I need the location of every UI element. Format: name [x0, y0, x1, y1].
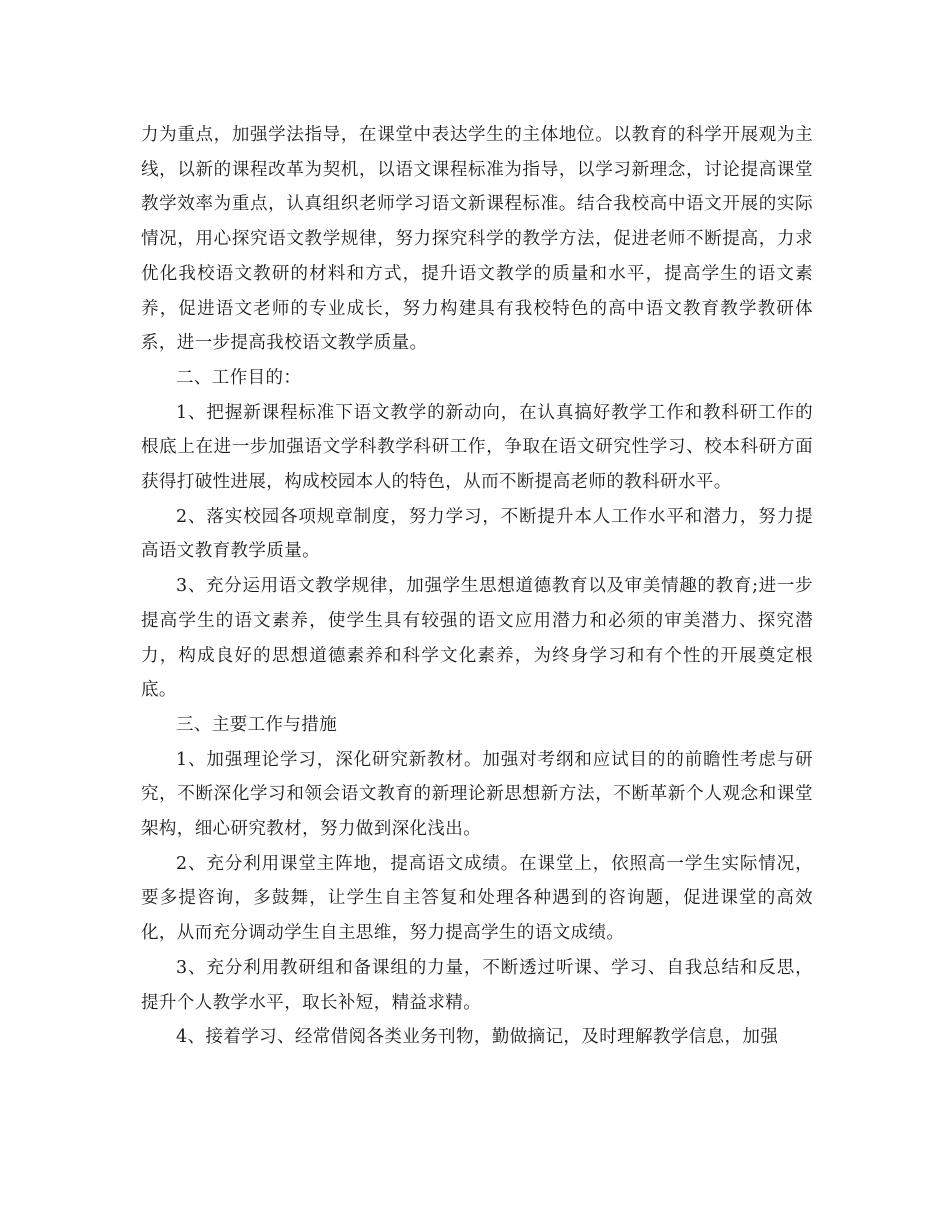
paragraph-goal-1: 1、把握新课程标准下语文教学的新动向，在认真搞好教学工作和教科研工作的根底上在进一步加强语文学科教学科研工作，争取在语文研究性学习、校本科研方面获得打破性进展，构成校园本人的特色，从而不断提高老师的教科研水平。 [141, 402, 813, 493]
document-body [141, 118, 813, 1055]
paragraph-goal-2: 2、落实校园各项规章制度，努力学习，不断提升本人工作水平和潜力，努力提高语文教育教学质量。 [141, 506, 813, 562]
section-heading-measures: 三、主要工作与措施 [176, 714, 338, 735]
paragraph-measure-2: 2、充分利用课堂主阵地，提高语文成绩。在课堂上，依照高一学生实际情况，要多提咨询，多鼓舞，让学生自主答复和处理各种遇到的咨询题，促进课堂的高效化，从而充分调动学生自主思维，努力提高学生的语文成绩。 [141, 853, 813, 944]
paragraph-measure-3: 3、充分利用教研组和备课组的力量，不断透过听课、学习、自我总结和反思，提升个人教学水平，取长补短，精益求精。 [141, 957, 813, 1013]
paragraph-goal-3: 3、充分运用语文教学规律，加强学生思想道德教育以及审美情趣的教育;进一步提高学生的语文素养，使学生具有较强的语文应用潜力和必须的审美潜力、探究潜力，构成良好的思想道德素养和科学文化素养，为终身学习和有个性的开展奠定根底。 [141, 576, 813, 701]
section-heading-goals: 二、工作目的： [176, 367, 302, 388]
paragraph-measure-4: 4、接着学习、经常借阅各类业务刊物，勤做摘记，及时理解教学信息，加强 [176, 1027, 779, 1048]
paragraph-intro: 力为重点，加强学法指导，在课堂中表达学生的主体地位。以教育的科学开展观为主线，以新的课程改革为契机，以语文课程标准为指导，以学习新理念，讨论提高课堂教学效率为重点，认真组织老师学习语文新课程标准。结合我校高中语文开展的实际情况，用心探究语文教学规律，努力探究科学的教学方法，促进老师不断提高，力求优化我校语文教研的材料和方式，提升语文教学的质量和水平，提高学生的语文素养，促进语文老师的专业成长，努力构建具有我校特色的高中语文教育教学教研体系，进一步提高我校语文教学质量。 [141, 125, 813, 354]
paragraph-measure-1: 1、加强理论学习，深化研究新教材。加强对考纲和应试目的的前瞻性考虑与研究，不断深化学习和领会语文教育的新理论新思想新方法，不断革新个人观念和课堂架构，细心研究教材，努力做到深化浅出。 [141, 749, 813, 840]
